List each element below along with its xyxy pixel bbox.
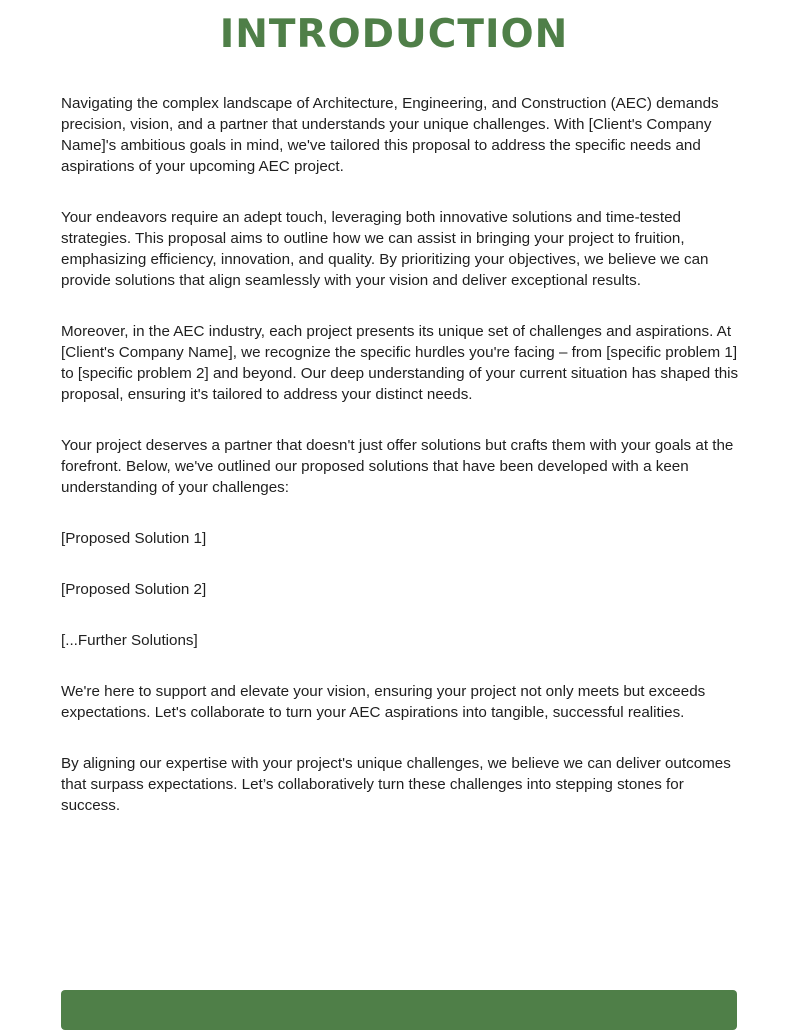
proposed-solution-2: [Proposed Solution 2]	[61, 581, 207, 598]
paragraph-solutions-lead: Your project deserves a partner that doesn't just offer solutions but crafts them with your goals at the forefront. Below, we've outlined our proposed solutions that have been developed with a keen understanding of your challenges:	[61, 437, 734, 496]
footer-accent-bar	[61, 990, 737, 1030]
paragraph-intro: Navigating the complex landscape of Architecture, Engineering, and Construction (AEC) demands precision, vision, and a partner that understands your unique challenges. With [Client's Company Name]'s ambitious goals in mind, we've tailored this proposal to address the specific needs and aspirations of your upcoming AEC project.	[61, 95, 719, 175]
paragraph-challenges: Moreover, in the AEC industry, each project presents its unique set of challenges and aspirations. At [Client's Company Name], we recognize the specific hurdles you're facing – from [specific problem 1] to [specific problem 2] and beyond. Our deep understanding of your current situation has shaped this proposal, ensuring it's tailored to address your distinct needs.	[61, 323, 739, 403]
introduction-body	[61, 93, 741, 846]
paragraph-closing: By aligning our expertise with your project's unique challenges, we believe we can deliver outcomes that surpass expectations. Let’s collaboratively turn these challenges into stepping stones for success.	[61, 755, 731, 814]
page-title: INTRODUCTION	[219, 12, 569, 57]
proposed-solution-1: [Proposed Solution 1]	[61, 530, 207, 547]
further-solutions: [...Further Solutions]	[61, 632, 198, 649]
paragraph-endeavors: Your endeavors require an adept touch, leveraging both innovative solutions and time-tested strategies. This proposal aims to outline how we can assist in bringing your project to fruition, emphasizing efficiency, innovation, and quality. By prioritizing your objectives, we believe we can provide solutions that align seamlessly with your vision and deliver exceptional results.	[61, 209, 709, 289]
paragraph-support: We're here to support and elevate your vision, ensuring your project not only meets but exceeds expectations. Let's collaborate to turn your AEC aspirations into tangible, successful realities.	[61, 683, 706, 721]
